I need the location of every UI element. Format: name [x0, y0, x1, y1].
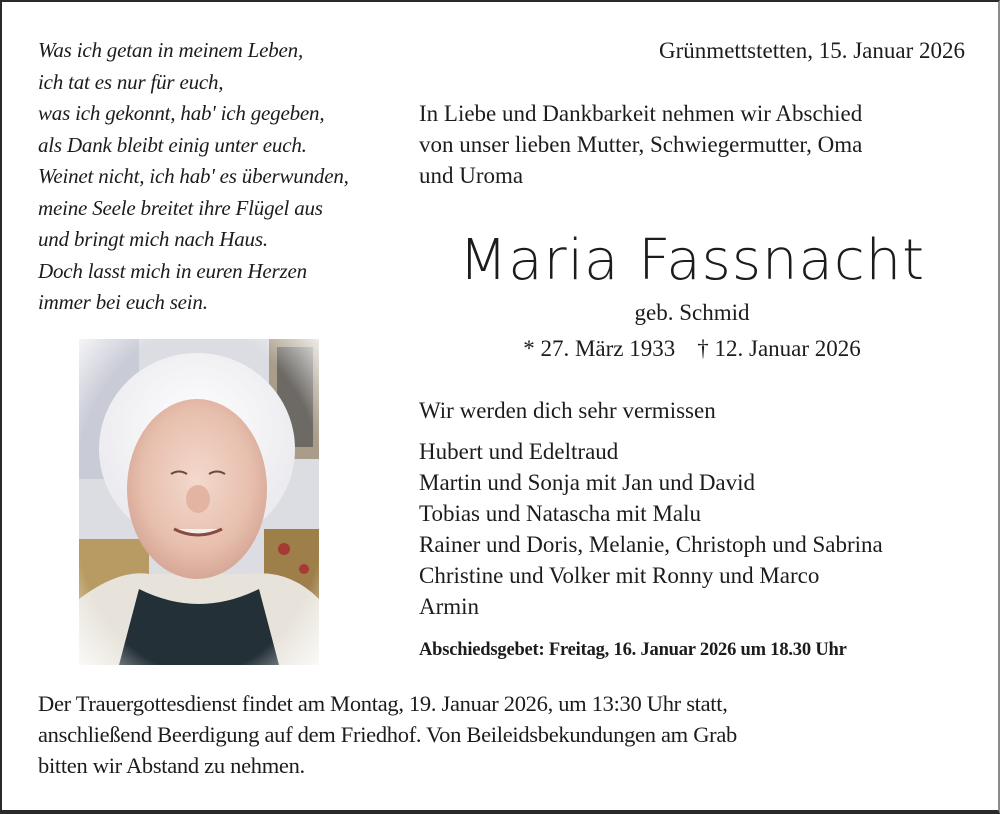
mourner-line: Rainer und Doris, Melanie, Christoph und Sabrina: [419, 532, 883, 557]
intro-line: und Uroma: [419, 163, 524, 188]
mourner-line: Armin: [419, 594, 480, 619]
poem: [38, 35, 349, 319]
portrait-photo-icon: [79, 339, 319, 665]
mourner-line: Christine und Volker mit Ronny und Marco: [419, 563, 820, 588]
poem-line: Was ich getan in meinem Leben,: [38, 38, 304, 62]
service-line: Der Trauergottesdienst findet am Montag, 19. Januar 2026, um 13:30 Uhr statt,: [38, 691, 728, 716]
mourner-line: Tobias und Natascha mit Malu: [419, 501, 701, 526]
mourners-list: [419, 436, 883, 622]
life-dates: [402, 336, 982, 362]
maiden-name: geb. Schmid: [634, 300, 750, 325]
poem-line: Weinet nicht, ich hab' es überwunden,: [38, 164, 349, 188]
poem-line: meine Seele breitet ihre Flügel aus: [38, 195, 323, 220]
service-line: bitten wir Abstand zu nehmen.: [38, 753, 305, 778]
poem-line: immer bei euch sein.: [38, 290, 208, 314]
mourner-line: Hubert und Edeltraud: [419, 439, 619, 464]
poem-line: und bringt mich nach Haus.: [38, 227, 268, 251]
intro-text: [419, 98, 862, 191]
intro-line: von unser lieben Mutter, Schwiegermutter, Oma: [419, 132, 863, 157]
poem-line: Doch lasst mich in euren Herzen: [38, 258, 307, 283]
service-line: anschließend Beerdigung auf dem Friedhof. Von Beileidsbekundungen am Grab: [38, 722, 737, 747]
farewell-prayer: Abschiedsgebet: Freitag, 16. Januar 2026 um 18.30 Uhr: [419, 640, 847, 660]
deceased-name: Maria Fassnacht: [458, 228, 926, 293]
intro-line: In Liebe und Dankbarkeit nehmen wir Abschied: [419, 101, 863, 126]
birth-date: * 27. März 1933: [523, 336, 676, 361]
poem-line: als Dank bleibt einig unter euch.: [38, 132, 307, 157]
place-date: Grünmettstetten, 15. Januar 2026: [659, 38, 965, 63]
poem-line: ich tat es nur für euch,: [38, 69, 224, 94]
mourner-line: Martin und Sonja mit Jan und David: [419, 470, 756, 495]
death-date: † 12. Januar 2026: [697, 336, 861, 361]
poem-line: was ich gekonnt, hab' ich gegeben,: [38, 101, 325, 125]
service-info: [38, 688, 737, 781]
mourners-heading: Wir werden dich sehr vermissen: [419, 398, 716, 423]
